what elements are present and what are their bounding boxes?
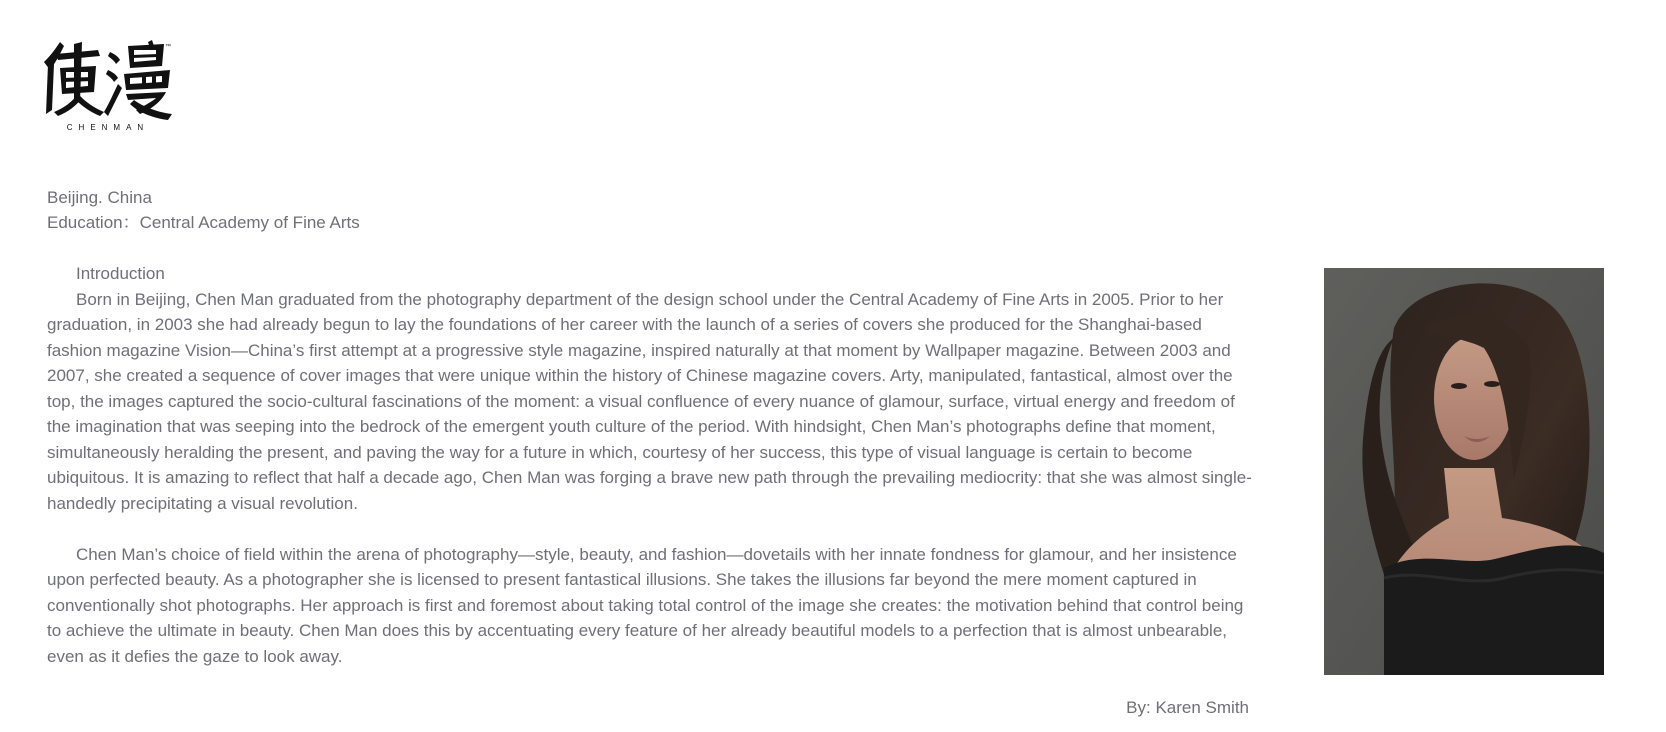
author-byline: By: Karen Smith: [1126, 698, 1249, 717]
trademark-symbol: ™: [165, 44, 171, 50]
biography: [47, 261, 1257, 669]
bio-paragraph-1: Born in Beijing, Chen Man graduated from the photography department of the design school under the Central Academy of Fine Arts in 2005. Prior to her graduation, in 2003 she had already begun to lay the foundations of her career with the launch of a series of covers she produced for the Shanghai-based fashion magazine Vision—China’s first attempt at a progressive style magazine, inspired naturally at that moment by Wallpaper magazine. Between 2003 and 2007, she created a sequence of cover images that were unique within the history of Chinese magazine covers. Arty, manipulated, fantastical, almost over the top, the images captured the socio-cultural fascinations of the moment: a visual confluence of every nuance of glamour, surface, virtual energy and freedom of the imagination that was seeping into the bedrock of the emergent youth culture of the period. With hindsight, Chen Man’s photographs define that moment, simultaneously heralding the present, and paving the way for a future in which, courtesy of her success, this type of visual language is certain to become ubiquitous. It is amazing to reflect that half a decade ago, Chen Man was forging a brave new path through the prevailing mediocrity: that she was almost single-handedly precipitating a visual revolution.: [47, 289, 1252, 513]
education-text: Education：Central Academy of Fine Arts: [47, 213, 360, 232]
logo-wordmark: CHENMAN: [66, 123, 150, 132]
location-text: Beijing. China: [47, 188, 152, 207]
portrait-photo: [1324, 268, 1604, 675]
portrait-photo-icon: [1324, 268, 1604, 675]
chenman-calligraphy-logo-icon: [38, 40, 178, 132]
bio-paragraph-2: Chen Man’s choice of field within the arena of photography—style, beauty, and fashion—dovetails with her innate fondness for glamour, and her insistence upon perfected beauty. As a photographer she is licensed to present fantastical illusions. She takes the illusions far beyond the mere moment captured in conventionally shot photographs. Her approach is first and foremost about taking total control of the image she creates: the motivation behind that control being to achieve the ultimate in beauty. Chen Man does this by accentuating every feature of her already beautiful models to a perfection that is almost unbearable, even as it defies the gaze to look away.: [47, 544, 1244, 666]
intro-heading: Introduction: [76, 264, 165, 283]
chenman-logo: [38, 40, 178, 132]
profile-meta: [47, 185, 360, 235]
